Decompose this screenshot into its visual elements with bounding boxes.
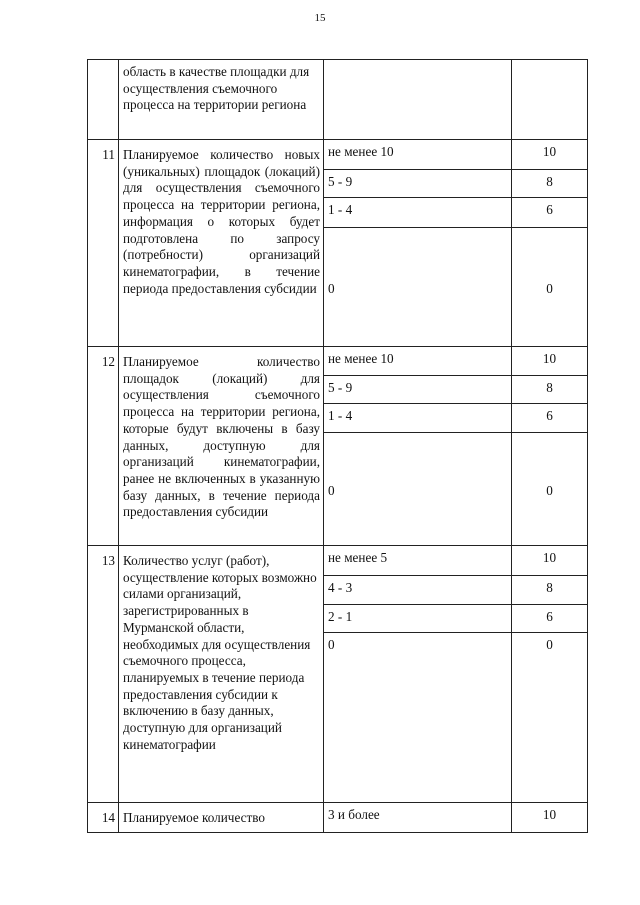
option-score: 6 [512, 404, 587, 433]
score-cell [512, 60, 588, 140]
value-cell [324, 60, 512, 140]
option-value: 1 - 4 [324, 198, 511, 228]
page-number: 15 [314, 12, 326, 24]
option-score: 0 [546, 637, 553, 652]
option-score: 10 [512, 546, 587, 576]
value-cell [324, 803, 512, 833]
row-number: 13 [88, 546, 119, 803]
score-cell [512, 140, 588, 347]
score-cell [512, 347, 588, 546]
score-cell [512, 546, 588, 803]
table-row [88, 140, 588, 347]
table-row [88, 347, 588, 546]
option-score: 0 [546, 280, 553, 296]
option-value: 0 [328, 637, 335, 652]
row-number: 12 [88, 347, 119, 546]
option-value: не менее 5 [324, 546, 511, 576]
option-score: 8 [512, 376, 587, 404]
option-value: 4 - 3 [324, 576, 511, 605]
value-cell [324, 546, 512, 803]
criterion-name: Планируемое количество площадок (локаций) для осуществления съемочного процесса на территории региона, которые будут включены в базу данных, доступную для организаций кинематографии, ранее не включенных в указанную базу данных, в течение периода предоставления субсидии [119, 347, 324, 546]
row-number: 14 [88, 803, 119, 833]
criterion-name: Количество услуг (работ), осуществление которых возможно силами организаций, зарегистрированных в Мурманской области, необходимых для осуществления съемочного процесса, планируемых в течение периода предоставления субсидии к включению в базу данных, доступную для организаций кинематографии [119, 546, 324, 803]
option-score: 6 [512, 605, 587, 633]
option-score: 10 [542, 807, 557, 822]
criterion-name-text: область в качестве площадки для осуществления съемочного процесса на территории региона [123, 64, 310, 113]
option-value: 1 - 4 [324, 404, 511, 433]
option-score: 10 [512, 140, 587, 170]
option-score: 0 [546, 482, 553, 498]
criterion-name: Планируемое количество [119, 803, 324, 833]
option-value: 2 - 1 [324, 605, 511, 633]
row-number-cell [88, 60, 119, 140]
criterion-name: Планируемое количество новых (уникальных) площадок (локаций) для осуществления съемочного процесса на территории региона, информация о которых будет подготовлена по запросу (потребности) организаций кинематографии, в течение периода предоставления субсидии [119, 140, 324, 347]
option-score: 8 [512, 170, 587, 198]
option-score: 10 [512, 347, 587, 376]
option-value: 0 [328, 482, 335, 498]
option-value: не менее 10 [324, 347, 511, 376]
option-value: 0 [328, 280, 335, 296]
value-cell [324, 347, 512, 546]
option-value: 5 - 9 [324, 170, 511, 198]
criteria-table [87, 59, 588, 833]
value-cell [324, 140, 512, 347]
option-value: 3 и более [328, 807, 380, 822]
option-score: 8 [512, 576, 587, 605]
table-row [88, 803, 588, 833]
row-number: 11 [88, 140, 119, 347]
score-cell [512, 803, 588, 833]
table-row [88, 60, 588, 140]
option-value: 5 - 9 [324, 376, 511, 404]
option-value: не менее 10 [324, 140, 511, 170]
table-row [88, 546, 588, 803]
option-score: 6 [512, 198, 587, 228]
criterion-name [119, 60, 324, 140]
